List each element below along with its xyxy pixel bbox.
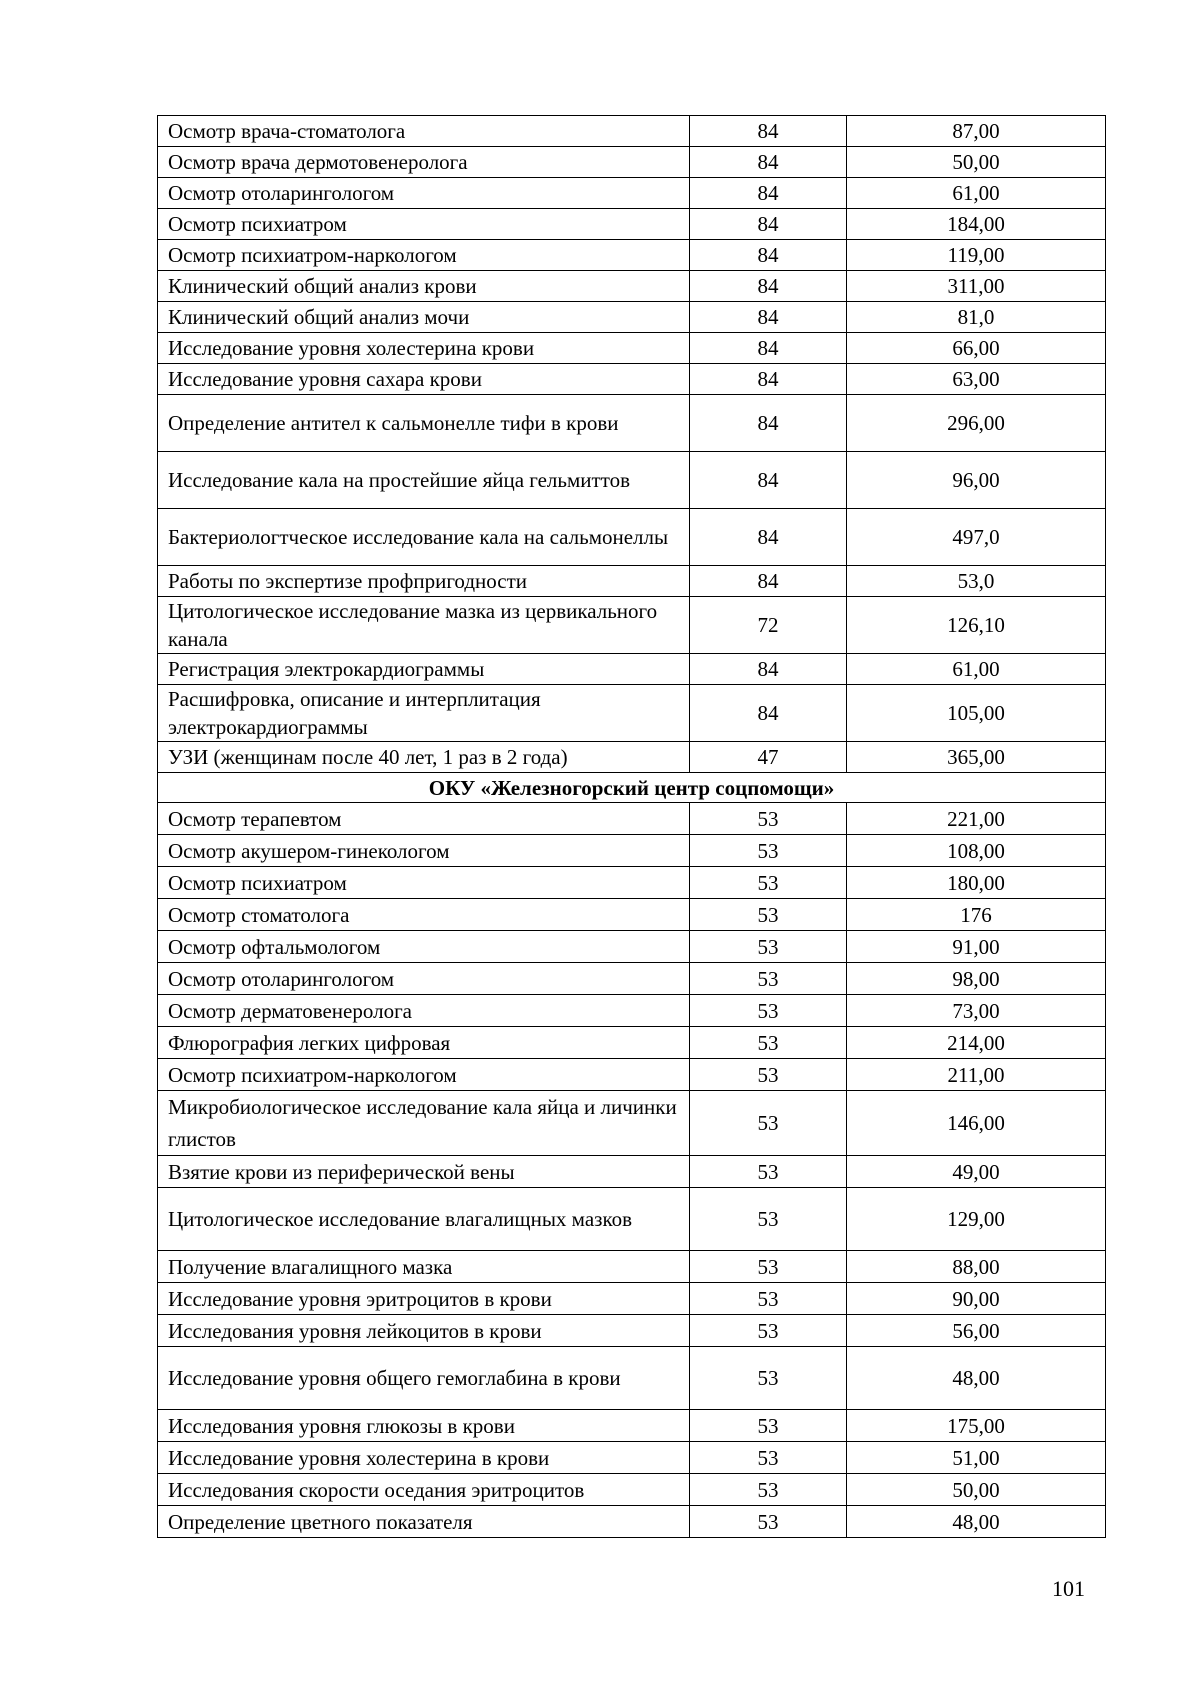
service-name-cell: Осмотр врача дермотовенеролога — [158, 147, 690, 178]
price-cell: 73,00 — [847, 995, 1106, 1027]
count-cell: 53 — [690, 1410, 847, 1442]
service-name-cell: Осмотр психиатром-наркологом — [158, 1059, 690, 1091]
price-cell: 214,00 — [847, 1027, 1106, 1059]
table-row — [158, 1347, 1106, 1410]
count-cell: 53 — [690, 1283, 847, 1315]
count-cell: 53 — [690, 995, 847, 1027]
service-name-cell: Расшифровка, описание и интерплитация электрокардиограммы — [158, 685, 690, 742]
count-cell: 53 — [690, 1156, 847, 1188]
table-row — [158, 1442, 1106, 1474]
table-row — [158, 1315, 1106, 1347]
table-row — [158, 1474, 1106, 1506]
count-cell: 84 — [690, 509, 847, 566]
table-row — [158, 1059, 1106, 1091]
table-section-b — [158, 803, 1106, 1538]
price-cell: 81,0 — [847, 302, 1106, 333]
count-cell: 53 — [690, 1315, 847, 1347]
service-name-cell: УЗИ (женщинам после 40 лет, 1 раз в 2 года) — [158, 742, 690, 773]
table-row — [158, 1283, 1106, 1315]
price-cell: 221,00 — [847, 803, 1106, 835]
table-row — [158, 685, 1106, 742]
service-name-cell: Микробиологическое исследование кала яйца и личинки глистов — [158, 1091, 690, 1156]
price-cell: 63,00 — [847, 364, 1106, 395]
table-row — [158, 566, 1106, 597]
service-name-cell: Определение антител к сальмонелле тифи в крови — [158, 395, 690, 452]
price-cell: 180,00 — [847, 867, 1106, 899]
price-cell: 87,00 — [847, 116, 1106, 147]
count-cell: 84 — [690, 452, 847, 509]
count-cell: 47 — [690, 742, 847, 773]
service-name-cell: Исследования уровня лейкоцитов в крови — [158, 1315, 690, 1347]
service-name-cell: Работы по экспертизе профпригодности — [158, 566, 690, 597]
price-cell: 48,00 — [847, 1347, 1106, 1410]
table-row — [158, 509, 1106, 566]
service-name-cell: Определение цветного показателя — [158, 1506, 690, 1538]
page-number: 101 — [1052, 1576, 1085, 1601]
service-name-cell: Осмотр психиатром — [158, 867, 690, 899]
table-row — [158, 867, 1106, 899]
count-cell: 53 — [690, 1059, 847, 1091]
table-row — [158, 1251, 1106, 1283]
count-cell: 53 — [690, 1347, 847, 1410]
count-cell: 84 — [690, 209, 847, 240]
count-cell: 53 — [690, 803, 847, 835]
price-cell: 90,00 — [847, 1283, 1106, 1315]
service-name-cell: Исследование уровня эритроцитов в крови — [158, 1283, 690, 1315]
service-name-cell: Бактериологтческое исследование кала на сальмонеллы — [158, 509, 690, 566]
price-cell: 296,00 — [847, 395, 1106, 452]
price-cell: 211,00 — [847, 1059, 1106, 1091]
service-name-cell: Регистрация электрокардиограммы — [158, 654, 690, 685]
price-table — [157, 115, 1106, 1538]
price-cell: 98,00 — [847, 963, 1106, 995]
price-cell: 129,00 — [847, 1188, 1106, 1251]
price-cell: 91,00 — [847, 931, 1106, 963]
count-cell: 84 — [690, 395, 847, 452]
price-cell: 96,00 — [847, 452, 1106, 509]
service-name-cell: Осмотр психиатром — [158, 209, 690, 240]
price-cell: 146,00 — [847, 1091, 1106, 1156]
price-cell: 61,00 — [847, 178, 1106, 209]
count-cell: 53 — [690, 867, 847, 899]
service-name-cell: Исследования скорости оседания эритроцитов — [158, 1474, 690, 1506]
count-cell: 84 — [690, 302, 847, 333]
table-row — [158, 931, 1106, 963]
table-row — [158, 995, 1106, 1027]
price-cell: 50,00 — [847, 147, 1106, 178]
service-name-cell: Взятие крови из периферической вены — [158, 1156, 690, 1188]
table-row — [158, 742, 1106, 773]
service-name-cell: Клинический общий анализ мочи — [158, 302, 690, 333]
table-row — [158, 333, 1106, 364]
table-row — [158, 803, 1106, 835]
table-row — [158, 963, 1106, 995]
table-row — [158, 654, 1106, 685]
count-cell: 84 — [690, 147, 847, 178]
price-cell: 61,00 — [847, 654, 1106, 685]
count-cell: 84 — [690, 271, 847, 302]
price-cell: 184,00 — [847, 209, 1106, 240]
count-cell: 53 — [690, 1506, 847, 1538]
count-cell: 84 — [690, 240, 847, 271]
count-cell: 84 — [690, 654, 847, 685]
count-cell: 84 — [690, 364, 847, 395]
count-cell: 72 — [690, 597, 847, 654]
service-name-cell: Клинический общий анализ крови — [158, 271, 690, 302]
service-name-cell: Осмотр врача-стоматолога — [158, 116, 690, 147]
table-row — [158, 1410, 1106, 1442]
price-cell: 126,10 — [847, 597, 1106, 654]
count-cell: 53 — [690, 1442, 847, 1474]
table-row — [158, 209, 1106, 240]
price-cell: 88,00 — [847, 1251, 1106, 1283]
table-row — [158, 835, 1106, 867]
price-cell: 51,00 — [847, 1442, 1106, 1474]
table-row — [158, 271, 1106, 302]
service-name-cell: Осмотр стоматолога — [158, 899, 690, 931]
service-name-cell: Исследование уровня сахара крови — [158, 364, 690, 395]
price-cell: 66,00 — [847, 333, 1106, 364]
count-cell: 84 — [690, 178, 847, 209]
count-cell: 53 — [690, 1251, 847, 1283]
service-name-cell: Осмотр офтальмологом — [158, 931, 690, 963]
price-cell: 48,00 — [847, 1506, 1106, 1538]
service-name-cell: Осмотр психиатром-наркологом — [158, 240, 690, 271]
service-name-cell: Осмотр отоларингологом — [158, 178, 690, 209]
service-name-cell: Осмотр терапевтом — [158, 803, 690, 835]
table-row — [158, 302, 1106, 333]
service-name-cell: Осмотр акушером-гинекологом — [158, 835, 690, 867]
table-row — [158, 1091, 1106, 1156]
table-row — [158, 597, 1106, 654]
table-row — [158, 1188, 1106, 1251]
service-name-cell: Получение влагалищного мазка — [158, 1251, 690, 1283]
price-cell: 50,00 — [847, 1474, 1106, 1506]
price-cell: 56,00 — [847, 1315, 1106, 1347]
table-row — [158, 240, 1106, 271]
table-row — [158, 452, 1106, 509]
count-cell: 53 — [690, 835, 847, 867]
service-name-cell: Исследование уровня холестерина в крови — [158, 1442, 690, 1474]
table-row — [158, 364, 1106, 395]
price-cell: 108,00 — [847, 835, 1106, 867]
service-name-cell: Цитологическое исследование влагалищных мазков — [158, 1188, 690, 1251]
count-cell: 53 — [690, 1091, 847, 1156]
count-cell: 53 — [690, 1474, 847, 1506]
table-row — [158, 1506, 1106, 1538]
table-section-header — [158, 773, 1106, 803]
count-cell: 53 — [690, 931, 847, 963]
service-name-cell: Цитологическое исследование мазка из цервикального канала — [158, 597, 690, 654]
count-cell: 53 — [690, 899, 847, 931]
table-row — [158, 395, 1106, 452]
service-name-cell: Исследование уровня холестерина крови — [158, 333, 690, 364]
price-cell: 311,00 — [847, 271, 1106, 302]
count-cell: 53 — [690, 1188, 847, 1251]
service-name-cell: Исследование кала на простейшие яйца гельмиттов — [158, 452, 690, 509]
price-cell: 365,00 — [847, 742, 1106, 773]
count-cell: 84 — [690, 333, 847, 364]
price-cell: 175,00 — [847, 1410, 1106, 1442]
service-name-cell: Исследования уровня глюкозы в крови — [158, 1410, 690, 1442]
price-cell: 119,00 — [847, 240, 1106, 271]
table-row — [158, 1156, 1106, 1188]
price-cell: 176 — [847, 899, 1106, 931]
table-row — [158, 1027, 1106, 1059]
section-title: ОКУ «Железногорский центр соцпомощи» — [158, 773, 1106, 803]
price-cell: 49,00 — [847, 1156, 1106, 1188]
price-cell: 53,0 — [847, 566, 1106, 597]
table-row — [158, 116, 1106, 147]
table-row — [158, 178, 1106, 209]
service-name-cell: Исследование уровня общего гемоглабина в крови — [158, 1347, 690, 1410]
table-row — [158, 899, 1106, 931]
count-cell: 84 — [690, 566, 847, 597]
count-cell: 53 — [690, 1027, 847, 1059]
price-cell: 497,0 — [847, 509, 1106, 566]
count-cell: 84 — [690, 685, 847, 742]
count-cell: 84 — [690, 116, 847, 147]
service-name-cell: Флюрография легких цифровая — [158, 1027, 690, 1059]
table-section-a — [158, 116, 1106, 773]
service-name-cell: Осмотр отоларингологом — [158, 963, 690, 995]
section-header-row — [158, 773, 1106, 803]
table-row — [158, 147, 1106, 178]
service-name-cell: Осмотр дерматовенеролога — [158, 995, 690, 1027]
price-cell: 105,00 — [847, 685, 1106, 742]
count-cell: 53 — [690, 963, 847, 995]
